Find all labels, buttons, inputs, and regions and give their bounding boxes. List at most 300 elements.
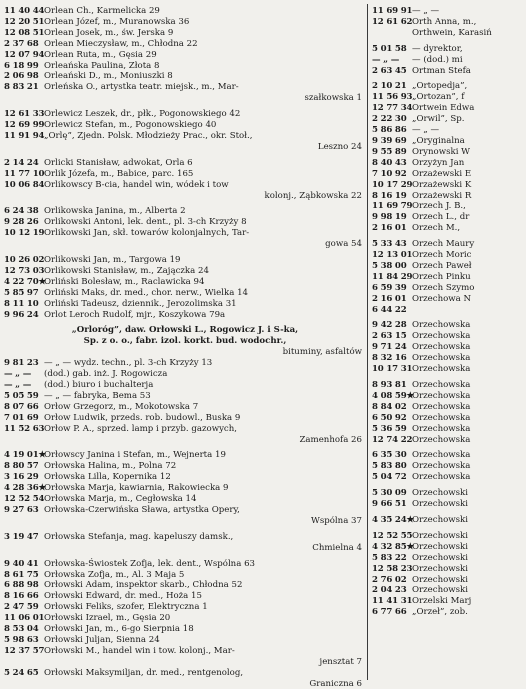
directory-entry (4, 543, 366, 554)
entry-text: Orłowska Stefanja, mag. kapeluszy damsk., (44, 531, 234, 542)
entry-text: Orlikowscy B-cia, handel win, wódek i tow (44, 179, 229, 190)
directory-entry (372, 607, 526, 618)
phone-number: 2 16 01 (372, 293, 407, 304)
entry-text: „Oryginalna (412, 135, 465, 146)
phone-number: 4 22 70★ (4, 276, 46, 287)
phone-number: 6 88 98 (4, 580, 39, 591)
entry-text: Orzażewski K (412, 179, 472, 190)
directory-entry (4, 131, 366, 142)
directory-entry (372, 158, 526, 169)
phone-number: 10 12 19 (4, 228, 45, 239)
entry-text: Orliński Tadeusz, dziennik., Jerozolimska 31 (44, 298, 237, 309)
phone-number: 7 10 92 (372, 168, 407, 179)
directory-entry (372, 320, 526, 331)
entry-text: „Orzeł”, zob. (412, 607, 468, 618)
entry-text: Orłow Ludwik, przeds. rob. budowl., Buska 9 (44, 412, 241, 423)
directory-entry (4, 358, 366, 369)
directory-entry (4, 472, 366, 483)
left-column (4, 6, 366, 689)
directory-entry (4, 325, 366, 336)
phone-number: 9 39 69 (372, 135, 407, 146)
phone-number: 4 19 01★ (4, 450, 46, 461)
directory-entry (372, 261, 526, 272)
phone-number: 12 74 22 (372, 434, 413, 445)
directory-entry (372, 201, 526, 212)
entry-text: Orlewicz Stefan, m., Pogonowskiego 40 (44, 120, 217, 131)
entry-text: Orzelski Marj (412, 596, 472, 607)
directory-entry (372, 272, 526, 283)
directory-entry (372, 499, 526, 510)
entry-text: Orzechowska (412, 401, 471, 412)
directory-entry (372, 55, 526, 66)
entry-text: Orłowski Izrael, m., Gęsia 20 (44, 613, 171, 624)
entry-text: Orzechowski (412, 552, 469, 563)
directory-entry (4, 71, 366, 82)
directory-entry (372, 191, 526, 202)
directory-entry (372, 17, 526, 28)
entry-text: Orłowska Lilla, Kopernika 12 (44, 472, 171, 483)
directory-entry (372, 239, 526, 250)
directory-entry (4, 255, 366, 266)
phone-number: 9 71 24 (372, 342, 407, 353)
entry-text: Sp. z o. o., fabr. izol. korkt. bud. wodochr., (83, 336, 287, 347)
directory-entry (372, 353, 526, 364)
phone-number: 8 40 43 (372, 157, 407, 168)
entry-text: Ortman Stefa (412, 65, 471, 76)
directory-entry (4, 516, 366, 527)
phone-number: 8 80 57 (4, 461, 39, 472)
entry-text: Orłowska-Świostek Zofja, lek. dent., Wspólna 63 (44, 558, 256, 569)
entry-text: Orlikowski Jan, m., Targowa 19 (44, 255, 181, 266)
directory-entry (4, 206, 366, 217)
entry-text: Orzech J. B., (412, 201, 466, 212)
entry-text: „Orloróg”, daw. Orłowski L., Rogowicz J. i S-ka, (71, 325, 299, 336)
phone-number: 12 13 01 (372, 250, 413, 261)
entry-text: jensztat 7 (319, 656, 362, 667)
directory-entry (4, 624, 366, 635)
directory-entry (372, 283, 526, 294)
entry-text: Orzech L., dr (412, 212, 470, 223)
phone-number: 5 05 59 (4, 390, 39, 401)
phone-number: 7 01 69 (4, 412, 39, 423)
directory-entry (4, 580, 366, 591)
entry-text: Orlikowski Antoni, lek. dent., pl. 3-ch Krzyży 8 (44, 217, 247, 228)
entry-text: „Orlę”, Zjedn. Polsk. Młodzieży Prac., okr. Stoł., (44, 130, 253, 141)
phone-number: — „ — (4, 369, 32, 380)
entry-text: Orleńska O., artystka teatr. miejsk., m., Mar- (44, 82, 239, 93)
directory-entry (4, 668, 366, 679)
directory-entry (372, 169, 526, 180)
directory-entry (372, 28, 526, 39)
directory-entry (4, 402, 366, 413)
phone-number: 12 08 51 (4, 27, 45, 38)
phone-number: 2 14 24 (4, 157, 39, 168)
phone-number: 9 98 19 (372, 212, 407, 223)
entry-text: Orzechowski (412, 514, 469, 525)
phone-number: 8 07 66 (4, 401, 39, 412)
directory-entry (4, 602, 366, 613)
phone-number: 12 77 34 (372, 103, 413, 114)
directory-entry (372, 564, 526, 575)
phone-number: 9 40 41 (4, 558, 39, 569)
phone-number: 5 36 59 (372, 423, 407, 434)
phone-number: 5 38 00 (372, 260, 407, 271)
entry-text: Orłowska Marja, kawiarnia, Rakowiecka 9 (44, 483, 229, 494)
directory-entry (372, 294, 526, 305)
phone-number: 12 69 99 (4, 120, 45, 131)
phone-number: 2 06 98 (4, 71, 39, 82)
directory-entry (4, 28, 366, 39)
phone-number: 2 10 21 (372, 81, 407, 92)
directory-entry (4, 169, 366, 180)
phone-number: 6 50 92 (372, 412, 407, 423)
entry-text: gowa 54 (325, 239, 362, 250)
entry-text: Orzechowska (412, 472, 471, 483)
entry-text: — dyrektor, (412, 43, 463, 54)
directory-entry (372, 223, 526, 234)
directory-entry (372, 342, 526, 353)
directory-entry (4, 391, 366, 402)
phone-number: 6 77 66 (372, 607, 407, 618)
entry-text: Orzechowa N (412, 293, 472, 304)
directory-entry (372, 305, 526, 316)
phone-number: — „ — (372, 54, 400, 65)
phone-number: 2 76 02 (372, 574, 407, 585)
entry-text: Orlot Leroch Rudolf, mjr., Koszykowa 79a (44, 309, 226, 320)
entry-text: Zamenhofa 26 (299, 434, 362, 445)
entry-text: Orzech Maury (412, 239, 475, 250)
phone-number: 12 52 55 (372, 530, 413, 541)
phone-number: 5 86 86 (372, 125, 407, 136)
entry-text: Orzechowska (412, 423, 471, 434)
entry-text: — „ — (412, 6, 440, 16)
phone-number: 6 44 22 (372, 304, 407, 315)
directory-entry (4, 679, 366, 689)
entry-text: Orlik Józefa, m., Babice, parc. 165 (44, 168, 194, 179)
directory-entry (372, 515, 526, 526)
phone-number: 5 85 97 (4, 287, 39, 298)
directory-entry (4, 532, 366, 543)
directory-entry (372, 488, 526, 499)
phone-number: 11 56 93 (372, 92, 413, 103)
phone-number: 4 08 59★ (372, 390, 414, 401)
directory-entry (4, 228, 366, 239)
entry-text: Orzech Moric (412, 250, 472, 261)
directory-entry (4, 61, 366, 72)
directory-entry (372, 402, 526, 413)
directory-entry (4, 82, 366, 93)
phone-number: 2 16 01 (372, 223, 407, 234)
directory-entry (4, 570, 366, 581)
phone-number: 11 52 63 (4, 423, 45, 434)
phone-number: 8 11 10 (4, 298, 39, 309)
entry-text: Orzażewski R (412, 190, 472, 201)
directory-entry (4, 646, 366, 657)
directory-entry (4, 50, 366, 61)
phone-number: 9 81 23 (4, 358, 39, 369)
phone-number: 12 52 54 (4, 494, 45, 505)
phone-number: 5 83 22 (372, 552, 407, 563)
directory-entry (4, 483, 366, 494)
directory-entry (372, 125, 526, 136)
entry-text: Graniczna 6 (309, 678, 362, 689)
entry-text: Orlean Józef, m., Muranowska 36 (44, 16, 190, 27)
entry-text: Orzechowska (412, 331, 471, 342)
phone-number: 11 91 94 (4, 130, 45, 141)
entry-text: Orzechowska (412, 412, 471, 423)
entry-text: kolonj., Ząbkowska 22 (264, 190, 362, 201)
directory-entry (4, 6, 366, 17)
entry-text: (dod.) biuro i buchalterja (44, 380, 154, 390)
directory-entry (4, 635, 366, 646)
entry-text: Orłowski Maksymiljan, dr. med., rentgenolog, (44, 667, 244, 678)
entry-text: Orłowska Halina, m., Polna 72 (44, 461, 177, 472)
directory-entry (4, 180, 366, 191)
right-column (372, 6, 526, 618)
entry-text: Orzech Paweł (412, 260, 472, 271)
entry-text: „Ortopedja”, (412, 81, 468, 92)
directory-entry (4, 158, 366, 169)
entry-text: Orłowski Jan, m., 6-go Sierpnia 18 (44, 624, 194, 635)
directory-entry (372, 542, 526, 553)
directory-entry (4, 239, 366, 250)
directory-entry (4, 142, 366, 153)
entry-text: Orlean Ch., Karmelicka 29 (44, 6, 160, 16)
directory-entry (4, 217, 366, 228)
entry-text: Orlean Josek, m., św. Jerska 9 (44, 27, 174, 38)
phone-number: 9 27 63 (4, 504, 39, 515)
directory-entry (4, 494, 366, 505)
entry-text: Orzechowska (412, 320, 471, 331)
directory-entry (372, 472, 526, 483)
phone-number: 4 35 24★ (372, 514, 414, 525)
entry-text: Orłowscy Janina i Stefan, m., Wejnerta 19 (44, 450, 226, 461)
phone-number: 10 17 31 (372, 364, 413, 375)
entry-text: Orzechowska (412, 461, 471, 472)
entry-text: Orzech Szymo (412, 282, 475, 293)
directory-entry (372, 413, 526, 424)
entry-text: Orłow P. A., sprzed. lamp i przyb. gazowych, (44, 423, 238, 434)
entry-text: Orlikowski Jan, skł. towarów kolonjalnych, Tar- (44, 228, 250, 239)
entry-text: Orzechowski (412, 541, 469, 552)
phone-number: — „ — (4, 380, 32, 390)
entry-text: Orzechowska (412, 380, 471, 390)
entry-text: Orłowska Marja, m., Cegłowska 14 (44, 494, 197, 505)
phone-number: 8 61 75 (4, 569, 39, 580)
entry-text: Orlicki Stanisław, adwokat, Orla 6 (44, 157, 193, 168)
phone-number: 5 24 65 (4, 667, 39, 678)
directory-entry (372, 66, 526, 77)
phone-number: 12 07 94 (4, 49, 45, 60)
entry-text: Orzechowska (412, 450, 471, 461)
directory-entry (4, 288, 366, 299)
phone-number: 2 22 30 (372, 114, 407, 125)
phone-number: 2 47 59 (4, 602, 39, 613)
entry-text: Orzechowska (412, 390, 471, 401)
entry-text: Orzechowski (412, 530, 469, 541)
entry-text: Orlean Ruta, m., Gęsia 29 (44, 49, 157, 60)
directory-entry (4, 505, 366, 516)
phone-number: 8 32 16 (372, 353, 407, 364)
entry-text: Orłowski Adam, inspektor skarb., Chłodna 52 (44, 580, 243, 591)
phone-number: 8 93 81 (372, 380, 407, 390)
directory-entry (4, 39, 366, 50)
directory-entry (4, 336, 366, 347)
entry-text: Orlewicz Leszek, dr., płk., Pogonowskiego 42 (44, 109, 241, 120)
phone-number: 11 69 79 (372, 201, 413, 212)
entry-text: Orynowski W (412, 146, 471, 157)
directory-entry (372, 450, 526, 461)
directory-entry (4, 461, 366, 472)
directory-entry (4, 347, 366, 358)
entry-text: szałkowska 1 (304, 93, 362, 104)
entry-text: Wspólna 37 (311, 515, 362, 526)
phone-number: 5 98 63 (4, 634, 39, 645)
entry-text: Orłowski Juljan, Sienna 24 (44, 634, 160, 645)
entry-text: Orzechowski (412, 499, 469, 510)
directory-entry (4, 299, 366, 310)
phone-number: 8 84 02 (372, 401, 407, 412)
phone-number: 6 18 99 (4, 60, 39, 71)
entry-text: Orłow Grzegorz, m., Mokotowska 7 (44, 401, 199, 412)
entry-text: Orzechowski (412, 585, 469, 596)
phone-number: 10 06 84 (4, 179, 45, 190)
directory-entry (372, 364, 526, 375)
entry-text: Orłowska-Czerwińska Sława, artystka Opery, (44, 504, 240, 515)
phone-number: 12 58 23 (372, 563, 413, 574)
phone-number: 11 77 10 (4, 168, 45, 179)
entry-text: Leszno 24 (317, 141, 362, 152)
phone-number: 11 41 31 (372, 596, 413, 607)
directory-entry (372, 136, 526, 147)
phone-number: 12 37 57 (4, 645, 45, 656)
entry-text: Orłowski Feliks, szofer, Elektryczna 1 (44, 602, 208, 613)
directory-entry (372, 380, 526, 391)
phone-number: 11 40 44 (4, 6, 45, 16)
directory-entry (372, 461, 526, 472)
directory-entry (4, 369, 366, 380)
directory-entry (4, 613, 366, 624)
directory-entry (372, 575, 526, 586)
entry-text: Orzechowska (412, 353, 471, 364)
phone-number: 5 83 80 (372, 461, 407, 472)
entry-text: bituminy, asfaltów (282, 347, 362, 358)
phone-number: 8 53 04 (4, 624, 39, 635)
entry-text: Orzechowska (412, 342, 471, 353)
entry-text: Orzyżyn Jan (412, 157, 465, 168)
phone-number: 11 84 29 (372, 271, 413, 282)
entry-text: Orzażewski E (412, 168, 472, 179)
phone-number: 4 28 36★ (4, 483, 46, 494)
entry-text: Orzechowski (412, 488, 469, 499)
entry-text: Orzechowska (412, 434, 471, 445)
entry-text: Orleańska Paulina, Złota 8 (44, 60, 160, 71)
directory-entry (372, 147, 526, 158)
directory-entry (372, 92, 526, 103)
phone-number: 11 69 91 (372, 6, 413, 16)
phone-number: 4 32 85★ (372, 541, 414, 552)
directory-entry (372, 44, 526, 55)
directory-entry (4, 17, 366, 28)
entry-text: Orłowski M., handel win i tow. kolonj., Mar- (44, 645, 235, 656)
entry-text: Orth Anna, m., (412, 16, 477, 27)
entry-text: Orleański D., m., Moniuszki 8 (44, 71, 173, 82)
entry-text: (dod.) gab. inż. J. Rogowicza (44, 369, 168, 380)
directory-entry (4, 591, 366, 602)
phone-number: 2 63 15 (372, 331, 407, 342)
directory-entry (4, 277, 366, 288)
entry-text: Orzechowski (412, 574, 469, 585)
phone-number: 8 16 66 (4, 591, 39, 602)
directory-entry (372, 250, 526, 261)
directory-entry (4, 266, 366, 277)
directory-entry (4, 657, 366, 668)
entry-text: Orzechowski (412, 563, 469, 574)
entry-text: Ortwein Edwa (412, 103, 475, 114)
column-divider (367, 4, 368, 680)
directory-entry (372, 596, 526, 607)
directory-entry (372, 424, 526, 435)
directory-entry (4, 93, 366, 104)
phone-number: 2 04 23 (372, 585, 407, 596)
directory-entry (372, 180, 526, 191)
phone-number: 9 55 89 (372, 146, 407, 157)
entry-text: Orzechowska (412, 364, 471, 375)
directory-entry (372, 391, 526, 402)
directory-entry (372, 435, 526, 446)
phone-number: 10 17 29 (372, 179, 413, 190)
phone-number: 12 61 62 (372, 16, 413, 27)
entry-text: Orlikowska Janina, m., Alberta 2 (44, 206, 186, 217)
directory-entry (372, 585, 526, 596)
entry-text: Orlean Mieczysław, m., Chłodna 22 (44, 38, 198, 49)
phone-number: 9 28 26 (4, 217, 39, 228)
entry-text: — „ — (412, 125, 440, 136)
phone-number: 8 83 21 (4, 82, 39, 93)
phone-number: 6 35 30 (372, 450, 407, 461)
directory-entry (372, 81, 526, 92)
entry-text: „Orwil”, Sp. (412, 114, 465, 125)
directory-entry (4, 424, 366, 435)
entry-text: Orzech M., (412, 223, 461, 234)
directory-entry (4, 120, 366, 131)
phone-number: 2 37 68 (4, 38, 39, 49)
phone-number: 5 33 43 (372, 239, 407, 250)
entry-text: Orzech Pinku (412, 271, 471, 282)
phone-number: 10 26 02 (4, 255, 45, 266)
phone-number: 12 73 03 (4, 265, 45, 276)
phone-number: 3 16 29 (4, 472, 39, 483)
entry-text: Orliński Maks, dr. med., chor. nerw., Wielka 14 (44, 287, 249, 298)
entry-text: — „ — wydz. techn., pl. 3-ch Krzyży 13 (44, 358, 213, 369)
phone-number: 9 42 28 (372, 320, 407, 331)
directory-entry (372, 212, 526, 223)
entry-text: Orłowski Edward, dr. med., Hoża 15 (44, 591, 202, 602)
phone-number: 12 20 51 (4, 16, 45, 27)
directory-entry (4, 310, 366, 321)
directory-entry (372, 531, 526, 542)
entry-text: Orthwein, Karasiń (412, 27, 492, 38)
directory-entry (4, 450, 366, 461)
phone-number: 9 66 51 (372, 499, 407, 510)
phone-number: 8 16 19 (372, 190, 407, 201)
entry-text: Orliński Bolesław, m., Raclawicka 94 (44, 276, 205, 287)
directory-entry (4, 380, 366, 391)
entry-text: Chmielna 4 (312, 542, 362, 553)
entry-text: — (dod.) mi (412, 54, 463, 65)
directory-entry (372, 103, 526, 114)
directory-entry (4, 191, 366, 202)
